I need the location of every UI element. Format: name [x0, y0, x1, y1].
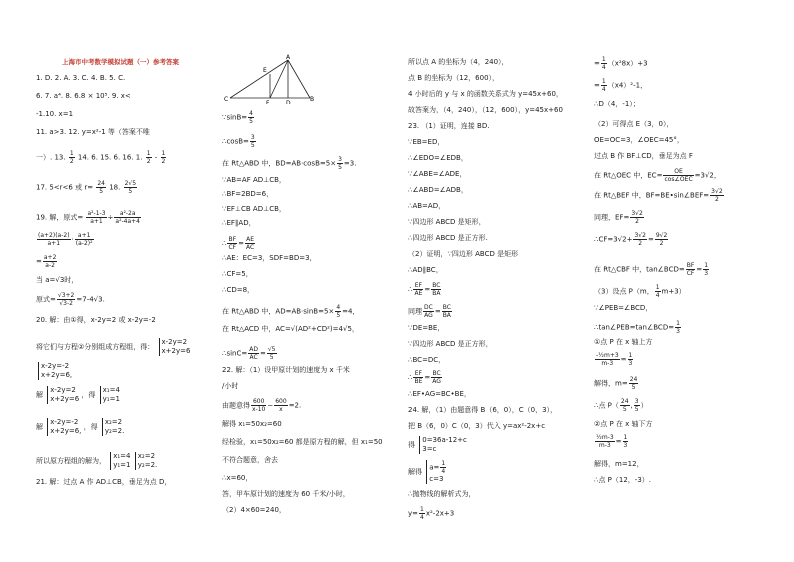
q21-cosB: ∴cosB= $\frac{3}{5}$: [222, 134, 255, 149]
q24-line: ∴抛物线的解析式为，: [408, 490, 476, 498]
q22-line: 经检验，x₁=50x₂=60 都是原方程的解，但 x₁=50: [222, 438, 383, 446]
q20-line-1: 20. 解：由①得，x-2y=2 或 x-2y=-2: [36, 316, 156, 324]
q24-line: 24. 解，（1）由题意得 B（6，0），C（0，3），: [408, 406, 558, 414]
q24-case-2-eq: $\frac{\text{½m-3}}{m-3}$ = $\frac{1}{3}$: [596, 434, 628, 449]
q24-line: （2）可得点 E（3，0），: [594, 120, 674, 128]
q19-line-4: 当 a=√3时，: [36, 276, 79, 284]
fraction: $\frac{1}{2}$: [69, 150, 74, 165]
q23-line: ∵EB=ED，: [408, 138, 445, 146]
q21-line-1: 21. 解：过点 A 作 AD⊥CB，垂足为点 D，: [36, 478, 172, 486]
q22-line-2: /小时: [222, 382, 239, 390]
q22-line: 故答案为，（4，240），（12，600），y=45x+60: [408, 106, 563, 114]
answer-line-11-12: 11. a>3. 12. y=x²-1 等（答案不唯: [36, 128, 150, 136]
q23-ratio-1: ∴ $\frac{EF}{AE}$ = $\frac{BC}{BA}$: [408, 282, 441, 297]
q23-line: ∵四边形 ABCD 是正方形，: [408, 340, 493, 348]
q24-tanpeb: ∴tan∠PEB=tan∠BCD= $\frac{1}{3}$: [594, 320, 680, 335]
q21-line: ∵EF⊥CB AD⊥CB，: [222, 205, 286, 213]
q21-line: ∵AB=AF AD⊥CB，: [222, 176, 286, 184]
answer-line-1-5: 1. D. 2. A. 3. C. 4. B. 5. C.: [36, 74, 126, 82]
q23-ratio-2: 同理 $\frac{DC}{AG}$ = $\frac{BC}{BA}$: [408, 304, 451, 319]
fraction: $\frac{1}{2}$: [161, 150, 166, 165]
q23-line: ∵DE=BE，: [408, 324, 445, 332]
q22-line: 点 B 的坐标为（12，600），: [408, 74, 500, 82]
q13-label: 一）. 13.: [36, 153, 66, 162]
q22-line: 4 小时后的 y 与 x 的函数关系式为 y=45x+60，: [408, 90, 563, 98]
q24-case-2: ②点 P 在 x 轴下方: [594, 420, 653, 428]
label-D: D: [286, 100, 291, 104]
answer-line-17-18: 17. 5<r<6 或 r= $\frac{24}{5}$ 18. $\frac{2√5}{5}$: [36, 180, 137, 195]
q20-line-2: 将它们与方程②分别组成方程组，得： x-2y=2 x+2y=6: [36, 338, 191, 355]
q22-line-1: 22. 解：（1）设甲原计划的速度为 x 千米: [222, 366, 350, 374]
answer-line-13-16: [36, 150, 167, 165]
q19-line-1: 19. 解，原式= $\frac{\text{a²-1-3}}{a+1}$ ÷ $\frac{\text{a²-2a}}{\text{a²-4a+4}}$: [36, 210, 140, 225]
q21-line: ∴EF∥AD，: [222, 219, 256, 227]
q19-line-3: = $\frac{a+2}{a-2}$: [36, 254, 57, 269]
q20-solve-2: 解 x-2y=-2 x+2y=6, ，得 x₂=2 y₂=2.: [36, 418, 125, 435]
q24-parabola: y= $\frac{1}{4}$ x²-2x+3: [408, 506, 455, 521]
q22-line: ∴x=60，: [222, 474, 253, 482]
q24-line: ∵∠PEB=∠BCD，: [594, 304, 653, 312]
q22-line: （2）4×60=240，: [222, 506, 286, 514]
q24-case-2-m: 解得，m=12，: [594, 460, 644, 468]
q24-cf: ∴CF=3√2+ $\frac{3√2}{2}$ = $\frac{9√2}{2}$: [594, 232, 668, 247]
document-title: 上海市中考数学模拟试题（一）参考答案: [62, 58, 179, 66]
q21-ac: 在 Rt△ACD 中，AC=√(AD²+CD²)=4√5，: [222, 325, 359, 333]
q23-line: ∴四边形 ABCD 是正方形.: [408, 234, 488, 242]
q23-line: ∴AB=AD，: [408, 202, 446, 210]
q21-sinB: ∵sinB= $\frac{4}{5}$: [222, 110, 253, 125]
q22-line: 答，甲车原计划的速度为 60 千米/小时，: [222, 490, 350, 498]
label-B: B: [310, 96, 315, 103]
q14-16-text: 14. 6. 15. 6. 16. 1.: [77, 153, 143, 162]
q24-case-2-p: ∴点 P（12，-3）.: [594, 476, 652, 484]
q19-line-2: $\frac{(a+2)(a-2)}{a+1}$ · $\frac{a+1}{\text{(a-2)²}}$: [38, 232, 93, 247]
q24-line: OE=OC=3，∠OEC=45°，: [594, 136, 684, 144]
q22-equation: 由题意得 $\frac{600}{x-10}$ − $\frac{600}{x}$ =2.: [222, 398, 302, 413]
q24-bf: 在 Rt△BEF 中，BF=BE•sin∠BEF= $\frac{3√2}{2}$: [594, 188, 723, 203]
q24-case-1-eq: $\frac{\text{-½m+3}}{m-3}$ = $\frac{1}{3}$: [596, 352, 633, 367]
q24-p: （3）设点 P（m， $\frac{1}{4}$ m+3）: [594, 284, 686, 299]
answer-line-9-10: -1.10. x=1: [36, 110, 74, 118]
q24-tan: 在 Rt△CBF 中，tan∠BCD= $\frac{BF}{CF}$ = $\frac{1}{3}$: [594, 262, 709, 277]
label-F: F: [266, 100, 270, 104]
q21-bd: 在 Rt△ABD 中，BD=AB·cosB=5× $\frac{3}{5}$ =3.: [222, 156, 357, 171]
q20-solve-1: 解 x-2y=2 x+2y=6 ，得 x₁=4 y₁=1: [36, 386, 120, 403]
q21-sinC: ∴sinC= $\frac{AD}{AC}$ = $\frac{√5}{5}$: [222, 346, 276, 361]
q22-line: 解得 x₁=50x₂=60: [222, 420, 282, 428]
q24-line: = $\frac{1}{4}$ （x4）²-1，: [594, 78, 648, 93]
q24-case-1-m: 解得，m= $\frac{24}{5}$: [594, 376, 638, 391]
q21-line: ∴CD=8，: [222, 286, 255, 294]
q24-system: 得 0=36a-12+c 3=c: [408, 436, 467, 453]
q21-ratio: ∴ $\frac{BF}{CF}$ = $\frac{AE}{AC}$: [222, 236, 255, 251]
q24-line: ∴D（4，-1）；: [594, 100, 640, 108]
q24-case-1-p: ∴点 P（ $\frac{24}{5}$ , $\frac{3}{5}$ ）: [594, 398, 648, 413]
q19-line-5: 原式= $\frac{√3+2}{√3-2}$ =7-4√3.: [36, 292, 105, 307]
q23-line: ∴AD∥BC，: [408, 266, 443, 274]
triangle-figure: [222, 54, 317, 104]
q23-ratio-3: ∴ $\frac{EF}{BE}$ = $\frac{BC}{AG}$: [408, 370, 441, 385]
q23-line: ∴BC=DC，: [408, 356, 446, 364]
label-C: C: [224, 96, 229, 103]
q21-line: ∴BF=2BD=6，: [222, 190, 274, 198]
q23-line: ∴∠EDO=∠EDB，: [408, 154, 468, 162]
q22-line: 不符合题意，舍去: [222, 456, 278, 464]
q21-line: ∴AE：EC=3，SDF=BD=3，: [222, 254, 317, 262]
q21-ad: 在 Rt△ABD 中，AD=AB·sinB=5× $\frac{4}{5}$ =4，: [222, 304, 360, 319]
minus-sign: -: [154, 153, 160, 162]
q23-line: （2）证明，∵四边形 ABCD 是矩形: [408, 250, 519, 258]
q21-line: ∴CF=5，: [222, 270, 253, 278]
q20-conclusion: 所以原方程组的解为， x₁=4 y₁=1 x₂=2 y₂=2.: [36, 452, 158, 469]
q23-line: 23. （1）证明，连接 BD.: [408, 122, 490, 130]
q23-line: ∵四边形 ABCD 是矩形，: [408, 218, 486, 226]
q20-system-2: x-2y=-2 x+2y=6,: [36, 362, 72, 380]
q24-ef: 同理，EF= $\frac{3√2}{2}$: [594, 210, 643, 225]
q24-solution: 解得 a= $\frac{1}{4}$ c=3: [408, 460, 446, 483]
q24-line: = $\frac{1}{4}$ （x²8x）+3: [594, 56, 648, 71]
q24-line: 把 B（6，0）C（0，3）代入 y=ax²-2x+c: [408, 422, 546, 430]
q24-line: 过点 B 作 BF⊥CD，垂足为点 F: [594, 152, 693, 160]
q24-ec: 在 Rt△OEC 中，EC= $\frac{OE}{\text{cos∠OEC}}$ =3√2，: [594, 168, 721, 183]
q23-line: ∴∠ABD=∠ADB，: [408, 186, 468, 194]
fraction: $\frac{1}{2}$: [146, 150, 151, 165]
q23-line: ∴EF•AG=BC•BE，: [408, 390, 471, 398]
q22-line: 所以点 A 的坐标为（4，240），: [408, 58, 509, 66]
q23-line: ∵∠ABE=∠ADE，: [408, 170, 467, 178]
answer-line-6-9: 6. 7. a⁴. 8. 6.8 × 10⁵. 9. x<: [36, 92, 131, 100]
label-E: E: [263, 67, 267, 74]
label-A: A: [286, 54, 291, 61]
q24-case-1: ①点 P 在 x 轴上方: [594, 338, 653, 346]
